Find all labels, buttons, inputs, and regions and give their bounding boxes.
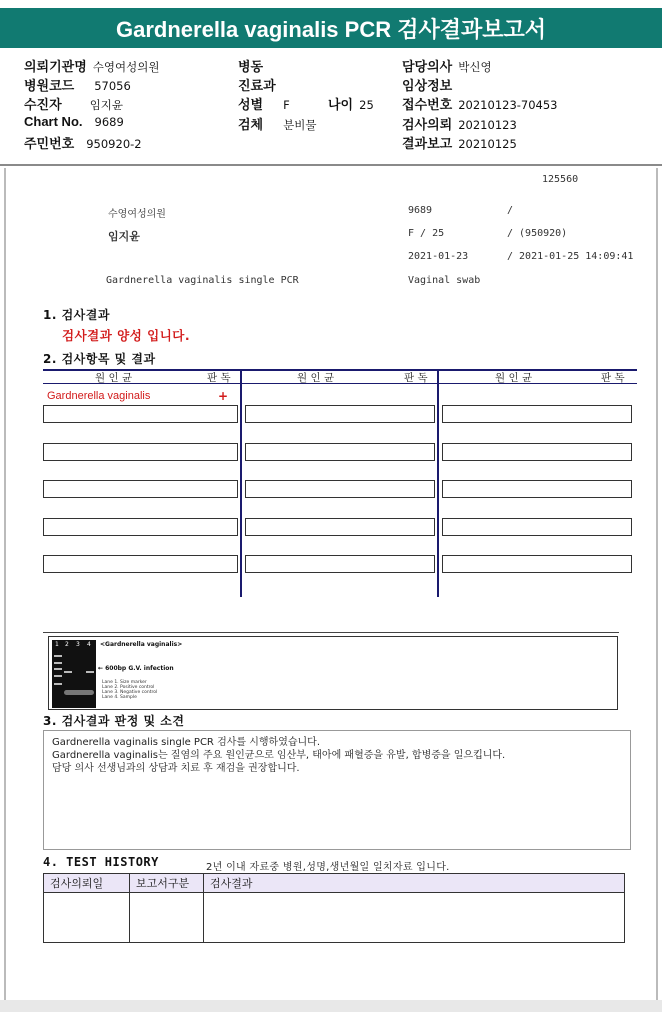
gel-legend-line: Lane 2. Positive control xyxy=(102,685,155,690)
interpretation-box xyxy=(43,730,631,850)
code-value: 57056 xyxy=(94,79,131,93)
ladder-band xyxy=(54,668,62,670)
comment-line: 담당 의사 선생님과의 상담과 치료 후 재검을 권장합니다. xyxy=(52,763,300,774)
lane-number: 4 xyxy=(87,641,91,648)
table-row xyxy=(44,893,625,943)
result-cell xyxy=(442,480,632,498)
comment-line: Gardnerella vaginalis single PCR 검사를 시행하였습니다. xyxy=(52,737,321,748)
header-divider xyxy=(0,164,662,166)
doctor-value: 박신영 xyxy=(458,60,492,74)
result-cell xyxy=(43,555,238,573)
result-cell xyxy=(245,443,435,461)
age-value: 25 xyxy=(359,98,374,112)
gel-title: <Gardnerella vaginalis> xyxy=(100,641,183,648)
lane-number: 3 xyxy=(76,641,80,648)
col-result: 판 독 xyxy=(601,372,625,384)
result-cell xyxy=(43,480,238,498)
col-result: 판 독 xyxy=(207,372,231,384)
items-table-divider xyxy=(240,369,242,597)
page-bottom-margin xyxy=(0,1000,662,1012)
clinical-row xyxy=(402,75,458,94)
ladder-band xyxy=(54,662,62,664)
result-cell xyxy=(245,480,435,498)
request-label: 검사의뢰 xyxy=(402,117,453,132)
history-note: 2년 이내 자료중 병원,성명,생년월일 일치자료 입니다. xyxy=(206,862,450,873)
gel-legend-line: Lane 4. Sample xyxy=(102,695,137,700)
result-cell xyxy=(43,443,238,461)
report-date-label: 결과보고 xyxy=(402,136,453,151)
comment-line: Gardnerella vaginalis는 질염의 주요 원인균으로 임산부, 태아에 패혈증을 유발, 합병증을 일으킵니다. xyxy=(52,750,506,761)
doctor-label: 담당의사 xyxy=(402,59,453,74)
chart-value: 9689 xyxy=(94,115,124,129)
meta-birth: / (950920) xyxy=(507,228,568,239)
dept-row xyxy=(238,75,282,94)
meta-sex-age: F / 25 xyxy=(408,228,445,239)
lane-number: 1 xyxy=(55,641,59,648)
section-interpretation-heading: 3. 검사결과 판정 및 소견 xyxy=(43,714,185,728)
age-label: 나이 xyxy=(328,97,354,112)
result-cell xyxy=(43,405,238,423)
id-value: 950920-2 xyxy=(86,137,142,151)
id-label: 주민번호 xyxy=(24,136,75,151)
history-col-request-date: 검사의뢰일 xyxy=(44,874,130,893)
receipt-row xyxy=(402,94,558,113)
specimen-value: 분비물 xyxy=(283,118,317,132)
meta-slash: / xyxy=(507,205,514,216)
ward-label: 병동 xyxy=(238,59,264,74)
result-cell xyxy=(245,555,435,573)
history-col-report-type: 보고서구분 xyxy=(130,874,204,893)
gel-legend-line: Lane 1. Size marker xyxy=(102,680,147,685)
meta-hospital: 수영여성의원 xyxy=(108,209,166,220)
request-row xyxy=(402,114,517,133)
meta-received: 2021-01-23 xyxy=(408,251,469,262)
history-table xyxy=(43,873,625,943)
result-positive-text: 검사결과 양성 입니다. xyxy=(62,328,191,343)
history-cell xyxy=(204,893,625,943)
section-items-heading: 2. 검사항목 및 결과 xyxy=(43,352,156,366)
history-col-result: 검사결과 xyxy=(204,874,625,893)
result-cell xyxy=(442,443,632,461)
patient-label: 수진자 xyxy=(24,97,62,112)
meta-test-name: Gardnerella vaginalis single PCR xyxy=(106,275,299,286)
clinical-label: 임상정보 xyxy=(402,78,453,93)
ward-row xyxy=(238,56,269,75)
organism-gardnerella: Gardnerella vaginalis xyxy=(47,390,151,402)
history-cell xyxy=(44,893,130,943)
primer-band xyxy=(64,690,94,695)
sex-label: 성별 xyxy=(238,97,264,112)
col-organism: 원 인 균 xyxy=(297,372,335,384)
specimen-label: 검체 xyxy=(238,117,264,132)
age-row xyxy=(328,94,374,113)
result-cell xyxy=(442,555,632,573)
gel-legend-line: Lane 3. Negative control xyxy=(102,690,158,695)
code-row xyxy=(24,75,131,94)
meta-chart: 9689 xyxy=(408,205,433,216)
positive-band xyxy=(64,671,72,673)
ladder-band xyxy=(54,675,62,677)
col-organism: 원 인 균 xyxy=(95,372,133,384)
section-history-heading: 4. TEST HISTORY xyxy=(43,855,159,869)
history-cell xyxy=(130,893,204,943)
report-date-value: 20210125 xyxy=(458,137,517,151)
result-cell xyxy=(43,518,238,536)
result-cell xyxy=(245,518,435,536)
ladder-band xyxy=(54,683,62,685)
report-date-row xyxy=(402,133,517,152)
meta-sample: Vaginal swab xyxy=(408,275,481,286)
id-row xyxy=(24,133,142,152)
col-result: 판 독 xyxy=(404,372,428,384)
gel-legend xyxy=(102,680,157,700)
ladder-band xyxy=(54,655,62,657)
gel-image xyxy=(52,640,96,708)
sex-row xyxy=(238,94,290,113)
report-title: Gardnerella vaginalis PCR 검사결과보고서 xyxy=(0,8,662,48)
result-cell xyxy=(442,405,632,423)
receipt-label: 접수번호 xyxy=(402,97,453,112)
sample-band xyxy=(86,671,94,673)
col-organism: 원 인 균 xyxy=(495,372,533,384)
receipt-value: 20210123-70453 xyxy=(458,98,558,112)
hospital-label: 의뢰기관명 xyxy=(24,59,87,74)
sex-value: F xyxy=(283,98,290,112)
report-number: 125560 xyxy=(542,174,579,185)
gel-band-label: ← 600bp G.V. infection xyxy=(98,665,174,672)
meta-patient: 임지윤 xyxy=(108,230,140,243)
gel-separator xyxy=(43,632,619,633)
chart-label: Chart No. xyxy=(24,114,83,129)
items-table-divider xyxy=(437,369,439,597)
result-cell xyxy=(442,518,632,536)
lane-number: 2 xyxy=(65,641,69,648)
result-positive-mark: + xyxy=(218,389,229,403)
patient-row xyxy=(24,94,123,113)
hospital-value: 수영여성의원 xyxy=(92,60,160,74)
doctor-row xyxy=(402,56,492,75)
dept-label: 진료과 xyxy=(238,78,276,93)
chart-row xyxy=(24,114,124,129)
meta-reported: / 2021-01-25 14:09:41 xyxy=(507,251,634,262)
specimen-row xyxy=(238,114,316,133)
hospital-row xyxy=(24,56,159,75)
code-label: 병원코드 xyxy=(24,78,75,93)
section-result-heading: 1. 검사결과 xyxy=(43,308,110,322)
result-cell xyxy=(245,405,435,423)
patient-value: 임지윤 xyxy=(89,98,124,112)
request-value: 20210123 xyxy=(458,118,517,132)
